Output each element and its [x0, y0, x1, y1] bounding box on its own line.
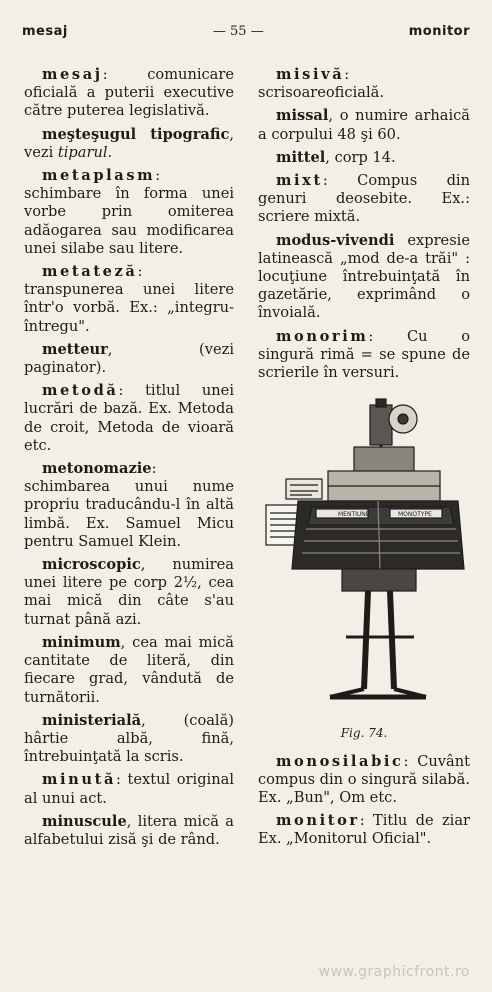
- entry-definition: , o numire arhaică a corpului 48 şi 60.: [258, 107, 470, 143]
- dictionary-entry: [258, 107, 470, 143]
- header-right-word: monitor: [408, 24, 470, 39]
- entry-term: modus-vivendi: [276, 231, 395, 249]
- watermark: www.graphicfront.ro: [318, 964, 470, 980]
- dictionary-entry: [24, 712, 234, 767]
- entry-definition: expresie latinească „mod de-a trăi" : locuţiune întrebuinţată în gazetărie, exprimând o învoială.: [258, 231, 470, 322]
- dictionary-entry: [24, 771, 234, 807]
- entry-term: ministerială: [42, 711, 142, 729]
- dictionary-entry: [24, 556, 234, 629]
- dictionary-entry: [24, 341, 234, 377]
- dictionary-entry: [24, 263, 234, 336]
- entry-definition: : schimbare în forma unei vorbe prin omiterea adăogarea sau modificarea unei silabe sau litere.: [24, 167, 234, 257]
- tower-housing: [370, 405, 392, 445]
- entry-term: monorim: [276, 327, 369, 345]
- machine-label-right: MONOTYPE: [398, 511, 432, 519]
- entry-definition: : textul original al unui act.: [24, 771, 234, 807]
- dictionary-entry: [24, 382, 234, 455]
- entry-term: metodă: [42, 382, 119, 400]
- entry-definition: : comunicare oficială a puterii executive către puterea legislativă.: [24, 66, 234, 120]
- entry-definition: , corp 14.: [325, 148, 396, 166]
- right-column: [258, 66, 470, 854]
- entry-definition: : Cuvânt compus din o singură silabă. Ex. „Bun", Om etc.: [258, 752, 470, 807]
- entry-definition: , numirea unei litere pe corp 2½, cea mai mică din câte s'au turnat până azi.: [24, 556, 234, 628]
- dictionary-entry: [258, 753, 470, 808]
- entry-term: mixt: [276, 172, 323, 190]
- dictionary-entry: [24, 813, 234, 849]
- dictionary-entry: [258, 172, 470, 227]
- dictionary-entry: [258, 232, 470, 323]
- entry-term: mesaj: [42, 66, 103, 83]
- entry-definition: , litera mică a alfabetului zisă şi de rând.: [24, 812, 234, 848]
- entry-term: meşteşugul tipografic: [42, 125, 230, 143]
- dictionary-entry: [24, 634, 234, 707]
- entry-term: monitor: [276, 812, 360, 830]
- entry-term: misivă: [276, 66, 345, 83]
- entry-definition: : scrisoareoficială.: [258, 66, 384, 102]
- entry-reference: tiparul.: [57, 143, 113, 161]
- dictionary-entry: [258, 66, 470, 102]
- entry-term: metteur: [42, 340, 108, 358]
- entry-term: metaplasm: [42, 167, 156, 185]
- dictionary-entry: [24, 66, 234, 121]
- dictionary-entry: [258, 328, 470, 383]
- entry-term: missal: [276, 107, 329, 125]
- dictionary-entry: [24, 460, 234, 551]
- entry-definition: , (vezi paginator).: [24, 340, 234, 377]
- figure-caption: Fig. 74.: [340, 726, 388, 741]
- entry-definition: : schimbarea unui nume propriu traducându-l în altă limbă. Ex. Samuel Micu pentru Samuel Klein.: [24, 460, 234, 550]
- entry-term: metateză: [42, 263, 138, 281]
- dictionary-entry: [258, 149, 470, 167]
- entry-term: mittel: [276, 148, 326, 166]
- entry-term: minuscule: [42, 812, 127, 830]
- right-column-top: [258, 66, 470, 382]
- entry-definition: : titlul unei lucrări de bază. Ex. Metoda de croit, Metoda de vioară etc.: [24, 382, 234, 454]
- entry-term: monosilabic: [276, 752, 404, 770]
- entry-term: microscopic: [42, 556, 141, 574]
- entry-definition: : Titlu de ziar Ex. „Monitorul Oficial".: [258, 812, 470, 848]
- entry-term: minimum: [42, 633, 121, 651]
- dictionary-entry: [24, 126, 234, 162]
- page-number: — 55 —: [212, 24, 264, 39]
- machine-label-left: MENTIUNE: [338, 511, 370, 519]
- dictionary-entry: [24, 167, 234, 258]
- right-column-bottom: [258, 753, 470, 849]
- entry-term: metonomazie: [42, 460, 152, 478]
- entry-definition: , (coală) hârtie albă, fină, întrebuinţată la scris.: [24, 711, 234, 766]
- entry-definition: : transpunerea unei litere într'o vorbă. Ex.: „integru-întregu".: [24, 263, 234, 335]
- dictionary-entry: [258, 812, 470, 848]
- entry-definition: : Compus din genuri deosebite. Ex.: scriere mixtă.: [258, 172, 470, 226]
- entry-definition: : Cu o singură rimă = se spune de scrierile în versuri.: [258, 327, 470, 382]
- entry-definition: , cea mai mică cantitate de literă, din fiecare grad, vândută de turnătorii.: [24, 633, 234, 706]
- monotype-machine-illustration: [258, 397, 470, 715]
- entry-term: minută: [42, 771, 117, 789]
- entry-definition: , vezi: [24, 125, 234, 161]
- header-left-word: mesaj: [22, 24, 68, 39]
- page-header: [22, 24, 470, 39]
- left-column: [24, 66, 234, 854]
